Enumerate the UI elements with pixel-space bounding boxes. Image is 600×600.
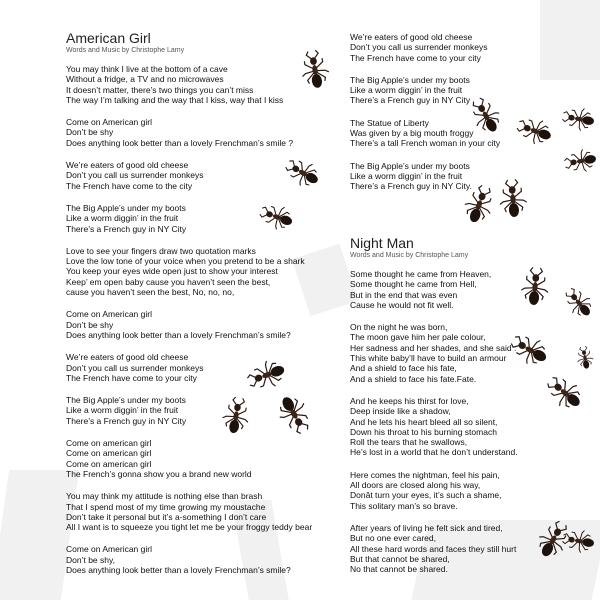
lyric-line: Her sadness and her shades, and she said : <box>350 342 517 353</box>
lyric-line: Don’t take it personal but it’s a-something I don’t care <box>66 511 267 522</box>
ant-icon <box>560 140 600 182</box>
lyric-line: After years of living he felt sick and tired, <box>350 522 503 533</box>
lyric-line: The French have come to the city <box>66 180 193 191</box>
lyric-line: Don’t be shy, <box>66 554 115 565</box>
lyric-line: This solitary man’s so brave. <box>350 500 458 511</box>
lyric-line: Cause he would not fit well. <box>350 299 454 310</box>
lyric-line: Come on American girl <box>66 544 152 555</box>
lyric-line: There’s a French guy in NY City <box>350 95 471 106</box>
lyric-line: The moon gave him her pale colour, <box>350 332 486 343</box>
lyric-line: That I spend most of my time growing my moustache <box>66 501 266 512</box>
lyric-line: And a shield to face his fate, <box>350 363 457 374</box>
lyric-line: We’re eaters of good old cheese <box>66 160 189 171</box>
lyric-line: Does anything look better than a lovely Frenchman’s smile? <box>66 329 291 340</box>
ant-icon <box>488 174 538 224</box>
ant-icon <box>558 282 600 324</box>
stanza <box>66 309 346 340</box>
lyric-line: Come on american girl <box>66 438 152 449</box>
lyric-line: Come on american girl <box>66 448 152 459</box>
lyric-line: You may think my attitude is nothing else than brash <box>66 491 263 502</box>
lyric-line: Some thought he came from Hell, <box>350 279 477 290</box>
ant-icon <box>280 150 326 196</box>
lyric-line: The Big Apple’s under my boots <box>350 160 470 171</box>
lyric-line: There’s a French guy in NY City <box>66 415 187 426</box>
lyric-line: Don’t you call us surrender monkeys <box>66 362 204 373</box>
ant-icon <box>510 262 560 312</box>
song-title: American Girl <box>66 30 151 46</box>
lyrics <box>66 64 346 575</box>
lyric-line: All doors are closed along his way, <box>350 480 481 491</box>
stanza <box>66 438 346 479</box>
lyric-line: Like a worm diggin’ in the fruit <box>350 170 463 181</box>
ant-icon <box>212 392 260 440</box>
lyric-line: No that cannot be shared. <box>350 564 448 575</box>
lyric-line: Love to see your fingers draw two quotation marks <box>66 245 256 256</box>
ant-icon <box>558 98 600 140</box>
lyric-line: You keep your eyes wide open just to show your interest <box>66 266 278 277</box>
song-title: Night Man <box>350 235 414 251</box>
lyric-line: All these hard words and faces they still hurt <box>350 543 517 554</box>
lyric-line: He’s lost in a world that he don’t understand. <box>350 447 518 458</box>
lyric-line: This white baby’ll have to build an armour <box>350 353 507 364</box>
lyric-line: The Big Apple’s under my boots <box>66 395 186 406</box>
lyric-line: Deep inside like a shadow, <box>350 406 451 417</box>
lyric-line: Come on american girl <box>66 458 152 469</box>
lyric-line: Don’t you call us surrender monkeys <box>66 170 204 181</box>
lyric-line: The French have come to your city <box>350 52 481 63</box>
lyric-line: Like a worm diggin’ in the fruit <box>350 85 463 96</box>
stanza <box>350 470 595 511</box>
lyric-line: Some thought he came from Heaven, <box>350 269 492 279</box>
lyric-line: We’re eaters of good old cheese <box>350 32 473 42</box>
lyric-line: Don’t be shy <box>66 127 114 138</box>
lyric-line: We’re eaters of good old cheese <box>66 352 189 363</box>
ant-icon <box>268 388 320 440</box>
lyric-line: Like a worm diggin’ in the fruit <box>66 213 179 224</box>
ant-icon <box>462 92 510 140</box>
stanza <box>66 117 346 148</box>
ant-icon <box>255 195 299 239</box>
lyric-line: The Big Apple’s under my boots <box>350 74 470 85</box>
song-credit: Words and Music by Christophe Lamy <box>350 252 469 259</box>
lyric-line: Down his throat to his burning stomach <box>350 426 497 437</box>
ant-icon <box>558 520 600 562</box>
lyric-line: There’s a French guy in NY City. <box>350 181 472 192</box>
lyric-line: The French have come to your city <box>66 372 197 383</box>
stanza <box>66 491 346 532</box>
lyric-line: Like a worm diggin’ in the fruit <box>66 405 179 416</box>
stanza <box>350 32 595 63</box>
stanza <box>66 352 346 383</box>
lyric-line: Here comes the nightman, feel his pain, <box>350 469 500 480</box>
lyric-line: Come on American girl <box>66 309 152 320</box>
lyric-line: All I want is to squeeze you tight let me be your froggy teddy bear <box>66 522 313 533</box>
lyric-line: And he lets his heart bleed all so silent, <box>350 416 498 427</box>
lyric-line: Roll the tears that he swallows, <box>350 437 468 448</box>
song-american-girl <box>66 30 346 587</box>
stanza <box>66 203 346 234</box>
song-credit: Words and Music by Christophe Lamy <box>66 47 185 54</box>
lyric-line: Does anything look better than a lovely Frenchman’s smile? <box>66 564 291 575</box>
lyric-line: Donât turn your eyes, it’s such a shame, <box>350 490 502 501</box>
ant-icon <box>290 45 340 95</box>
lyric-line: The Statue of Liberty <box>350 117 429 128</box>
lyric-line: Don’t be shy <box>66 319 114 330</box>
lyric-line: But no one ever cared, <box>350 533 437 544</box>
lyric-line: But that cannot be shared, <box>350 553 450 564</box>
lyric-line: Don’t you call us surrender monkeys <box>350 42 488 53</box>
lyric-line: Does anything look better than a lovely Frenchman’s smile ? <box>66 137 294 148</box>
lyric-line: Keep’ em open baby cause you haven’t seen the best, <box>66 276 271 287</box>
lyric-line: And a shield to face his fate.Fate. <box>350 373 477 384</box>
lyric-line: On the night he was born, <box>350 322 448 333</box>
stanza <box>66 246 346 297</box>
ant-icon <box>570 338 600 378</box>
lyric-line: The French’s gonna show you a brand new world <box>66 468 252 479</box>
lyric-line: The way I’m talking and the way that I kiss, way that I kiss <box>66 94 284 105</box>
lyric-line: Without a fridge, a TV and no microwaves <box>66 74 224 85</box>
lyric-line: Love the low tone of your voice when you pretend to be a shark <box>66 256 305 267</box>
lyric-line: It doesn’t matter, there’s two things you can’t miss <box>66 84 254 95</box>
lyric-line: Come on American girl <box>66 117 152 128</box>
lyric-line: The Big Apple’s under my boots <box>66 202 186 213</box>
lyric-line: But in the end that was even <box>350 289 458 300</box>
stanza <box>66 544 346 575</box>
ant-icon <box>512 108 558 154</box>
lyric-line: And he keeps his thirst for love, <box>350 395 469 406</box>
lyric-line: cause you haven’t seen the best, No, no, no, <box>66 287 235 298</box>
lyric-line: You may think I live at the bottom of a cave <box>66 64 228 74</box>
lyric-line: There’s a tall French woman in your city <box>350 138 501 149</box>
lyric-line: Was given by a big mouth froggy <box>350 128 474 139</box>
lyric-line: There’s a French guy in NY City <box>66 223 187 234</box>
